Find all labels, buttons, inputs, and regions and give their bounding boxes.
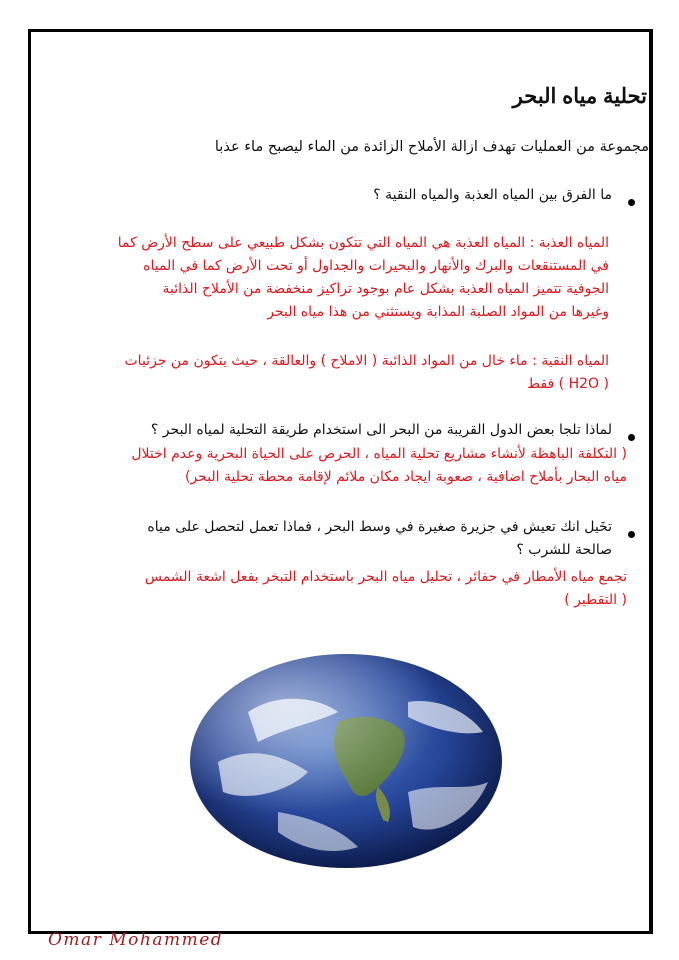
answer-line: مياه البحار بأملاح اضافية ، صعوبة ايجاد مكان ملائم لإقامة محطة تحلية البحر): [184, 469, 627, 485]
pure-water-answer: [125, 350, 610, 396]
bullet-icon: [628, 434, 635, 441]
answer-3: [145, 566, 627, 612]
bullet-icon: [628, 531, 635, 538]
answer-line: المياه النقية : ماء خال من المواد الذائبة ( الاملاح ) والعالقة ، حيث يتكون من جزئيات: [124, 353, 609, 369]
page-title: تحلية مياه البحر: [512, 85, 647, 108]
answer-line: ( التكلفة الباهظة لأنشاء مشاريع تحلية المياه ، الحرص على الحياة البحرية وعدم اختلال: [131, 446, 627, 462]
answer-line: تجمع مياه الأمطار في حفائر ، تحليل مياه البحر باستخدام التبخر بفعل اشعة الشمس: [144, 569, 627, 585]
author-signature: Omar Mohammed: [48, 930, 224, 950]
answer-line: المياه العذبة : المياه العذبة هي المياه التي تتكون بشكل طبيعي على سطح الأرض كما: [117, 235, 609, 251]
answer-line: ( التقطير ): [564, 592, 627, 608]
definition-text: مجموعة من العمليات تهدف ازالة الأملاح الزائدة من الماء ليصبح ماء عذبا: [214, 139, 649, 155]
answer-2: [131, 443, 627, 489]
answer-line: الجوفية تتميز المياه العذبة بشكل عام بوجود تراكيز منخفضة من الأملاح الذائبة: [162, 281, 609, 297]
question-line: صالحة للشرب ؟: [516, 542, 612, 558]
question-3: [147, 516, 612, 562]
answer-line: ( H2O ) فقط: [527, 376, 609, 392]
fresh-water-answer: [118, 232, 609, 324]
answer-line: في المستنقعات والبرك والأنهار والبحيرات والجداول أو تحت الأرض كما في المياه: [143, 258, 609, 274]
question-line: تخَيل انك تعيش في جزيرة صغيرة في وسط البحر ، فماذا تعمل لتحصل على مياه: [147, 519, 612, 535]
question-2: لماذا تلجا بعض الدول القريبة من البحر الى استخدام طريقة التحلية لمياه البحر ؟: [150, 422, 612, 438]
question-1: ما الفرق بين المياه العذبة والمياه النقية ؟: [373, 187, 612, 203]
bullet-icon: [628, 199, 635, 206]
earth-globe-image: [188, 652, 504, 870]
answer-line: وغيرها من المواد الصلبة المذابة ويستثني من هذا مياه البحر: [267, 304, 609, 320]
